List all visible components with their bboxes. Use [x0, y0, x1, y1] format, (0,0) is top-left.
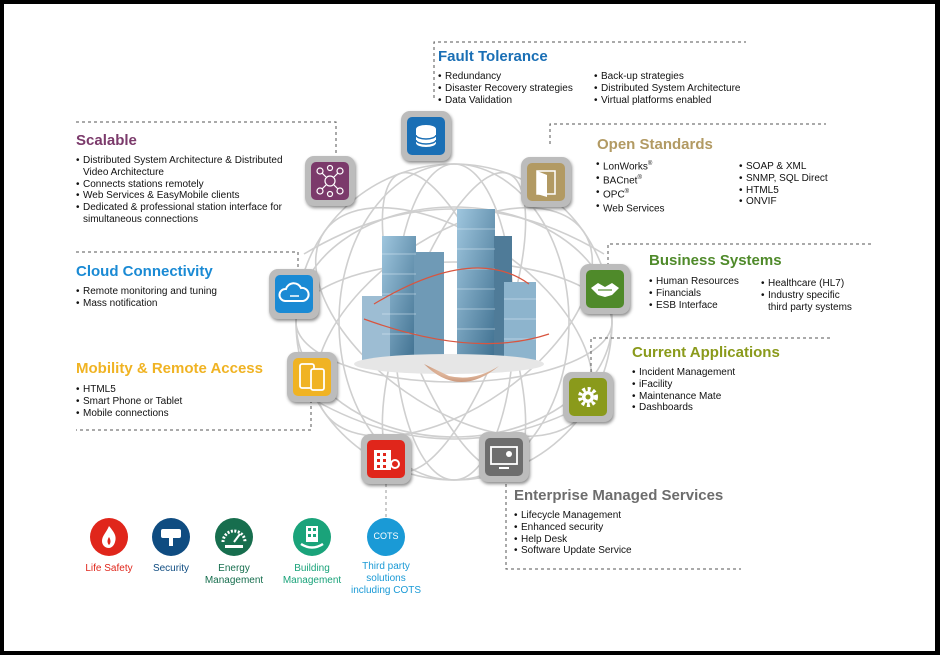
open-standards-list-2	[739, 161, 828, 208]
cots-icon	[367, 518, 405, 556]
list-item: • SOAP & XML	[739, 161, 828, 173]
list-item: • Data Validation	[438, 95, 573, 107]
list-item: • Smart Phone or Tablet	[76, 396, 182, 408]
fault-tolerance-title: Fault Tolerance	[438, 48, 548, 65]
mobile-devices-icon	[293, 358, 331, 396]
list-item: • BACnet®	[596, 173, 665, 187]
current-apps-icon-box	[563, 372, 613, 422]
cots-icon-text: COTS	[373, 531, 399, 541]
list-item: • ONVIF	[739, 196, 828, 208]
list-item: • Virtual platforms enabled	[594, 95, 741, 107]
list-item: • ESB Interface	[649, 300, 739, 312]
mobility-list	[76, 384, 182, 419]
monitor-headset-icon	[485, 438, 523, 476]
list-item: • SNMP, SQL Direct	[739, 173, 828, 185]
open-standards-icon-box	[521, 157, 571, 207]
list-item: • Dashboards	[632, 402, 735, 414]
current-apps-list	[632, 367, 735, 414]
security-label: Security	[152, 563, 190, 574]
business-list-1	[649, 276, 739, 311]
list-item: • Lifecycle Management	[514, 510, 632, 522]
enterprise-icon-box	[479, 432, 529, 482]
cloud-list	[76, 286, 217, 310]
list-item: • Human Resources	[649, 276, 739, 288]
list-item: • Remote monitoring and tuning	[76, 286, 217, 298]
scalable-list	[76, 155, 291, 226]
list-item: • Mobile connections	[76, 408, 182, 420]
flame-icon	[90, 518, 128, 556]
list-item: • Enhanced security	[514, 522, 632, 534]
network-icon	[311, 162, 349, 200]
list-item: • LonWorks®	[596, 159, 665, 173]
list-item: • Maintenance Mate	[632, 391, 735, 403]
list-item: • Healthcare (HL7)	[761, 278, 861, 290]
enterprise-title: Enterprise Managed Services	[514, 487, 724, 504]
business-title: Business Systems	[649, 252, 782, 269]
fault-tolerance-icon-box	[401, 111, 451, 161]
list-item: • Back-up strategies	[594, 71, 741, 83]
camera-icon	[152, 518, 190, 556]
business-icon-box	[580, 264, 630, 314]
list-item: • Distributed System Architecture	[594, 83, 741, 95]
list-item: • Help Desk	[514, 534, 632, 546]
list-item: • Dedicated & professional station interface for simultaneous connections	[76, 202, 291, 226]
list-item: • Redundancy	[438, 71, 573, 83]
list-item: • HTML5	[739, 185, 828, 197]
handshake-icon	[586, 270, 624, 308]
fault-tolerance-list-1	[438, 71, 573, 106]
current-apps-title: Current Applications	[632, 344, 780, 361]
list-item: • Web Services	[596, 201, 665, 215]
list-item: • Incident Management	[632, 367, 735, 379]
building-gear-icon	[367, 440, 405, 478]
list-item: • iFacility	[632, 379, 735, 391]
open-standards-list-1	[596, 159, 665, 216]
business-list-2	[761, 278, 861, 313]
scalable-title: Scalable	[76, 132, 137, 149]
gear-icon	[569, 378, 607, 416]
list-item: • Distributed System Architecture & Distributed Video Architecture	[76, 155, 291, 179]
list-item: • Financials	[649, 288, 739, 300]
list-item: • OPC®	[596, 187, 665, 201]
energy-management-label: Energy Management	[204, 563, 264, 586]
building-management-label: Building Management	[282, 563, 342, 586]
mobility-title: Mobility & Remote Access	[76, 360, 263, 377]
enterprise-list	[514, 510, 632, 557]
list-item: • Mass notification	[76, 298, 217, 310]
life-safety-label: Life Safety	[85, 563, 133, 574]
list-item: • HTML5	[76, 384, 182, 396]
scalable-icon-box	[305, 156, 355, 206]
open-door-icon	[527, 163, 565, 201]
cloud-icon	[275, 275, 313, 313]
list-item: • Disaster Recovery strategies	[438, 83, 573, 95]
gauge-icon	[215, 518, 253, 556]
building-hand-icon	[293, 518, 331, 556]
third-party-label: Third party solutions including COTS	[350, 561, 422, 596]
list-item: • Industry specific third party systems	[761, 290, 861, 314]
list-item: • Connects stations remotely	[76, 179, 291, 191]
database-icon	[407, 117, 445, 155]
list-item: • Software Update Service	[514, 545, 632, 557]
mobility-icon-box	[287, 352, 337, 402]
cloud-title: Cloud Connectivity	[76, 263, 213, 280]
cloud-icon-box	[269, 269, 319, 319]
building-tech-icon-box	[361, 434, 411, 484]
open-standards-title: Open Standards	[597, 136, 713, 153]
list-item: • Web Services & EasyMobile clients	[76, 190, 291, 202]
fault-tolerance-list-2	[594, 71, 741, 106]
diagram-canvas	[4, 4, 935, 651]
